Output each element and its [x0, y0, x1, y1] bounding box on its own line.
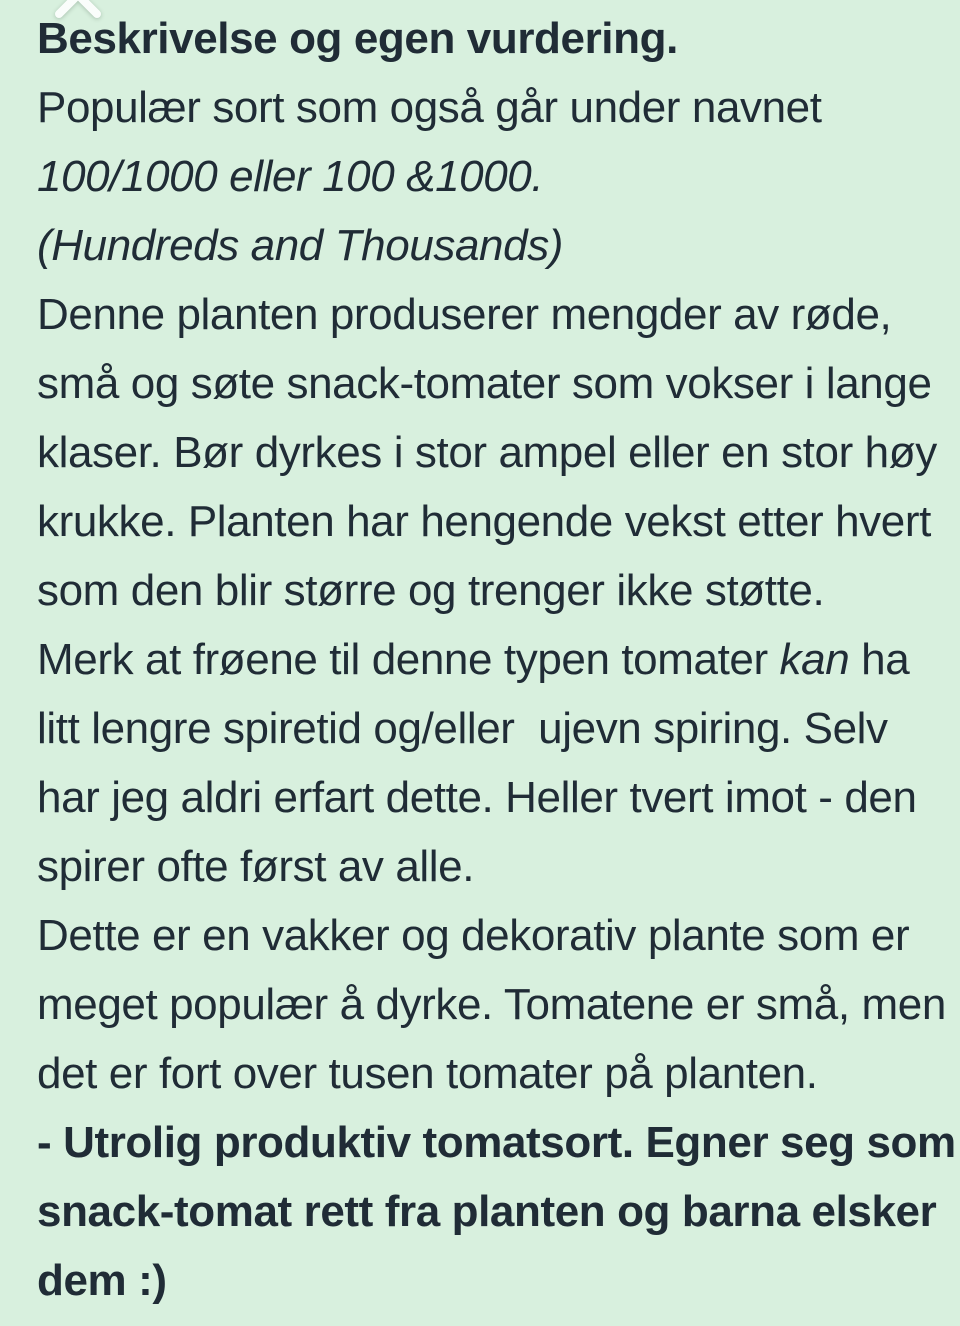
text-line: snack-tomat rett fra planten og barna elsker: [37, 1187, 937, 1236]
text-line: klaser. Bør dyrkes i stor ampel eller en stor høy: [37, 428, 937, 477]
text-line: Populær sort som også går under navnet: [37, 83, 822, 132]
description-panel: [37, 4, 956, 1315]
text-line: krukke. Planten har hengende vekst etter hvert: [37, 497, 931, 546]
text-line: Dette er en vakker og dekorativ plante som er: [37, 911, 910, 960]
section-title: Beskrivelse og egen vurdering.: [37, 14, 678, 63]
text-line: meget populær å dyrke. Tomatene er små, men: [37, 980, 946, 1029]
text-line: Denne planten produserer mengder av røde,: [37, 290, 892, 339]
text-line: spirer ofte først av alle.: [37, 842, 475, 891]
text-line: små og søte snack-tomater som vokser i lange: [37, 359, 932, 408]
text-line: det er fort over tusen tomater på planten.: [37, 1049, 818, 1098]
text-segment: ha: [849, 635, 910, 684]
text-line: litt lengre spiretid og/eller ujevn spiring. Selv: [37, 704, 888, 753]
text-line: 100/1000 eller 100 &1000.: [37, 152, 544, 201]
text-line: har jeg aldri erfart dette. Heller tvert imot - den: [37, 773, 917, 822]
text-segment: Merk at frøene til denne typen tomater: [37, 635, 780, 684]
text-segment-italic: kan: [779, 635, 850, 684]
text-line: [37, 625, 940, 694]
text-line: - Utrolig produktiv tomatsort. Egner seg som: [37, 1118, 956, 1167]
text-line: dem :): [37, 1256, 167, 1305]
text-line: som den blir større og trenger ikke støtte.: [37, 566, 825, 615]
text-line: (Hundreds and Thousands): [37, 221, 564, 270]
